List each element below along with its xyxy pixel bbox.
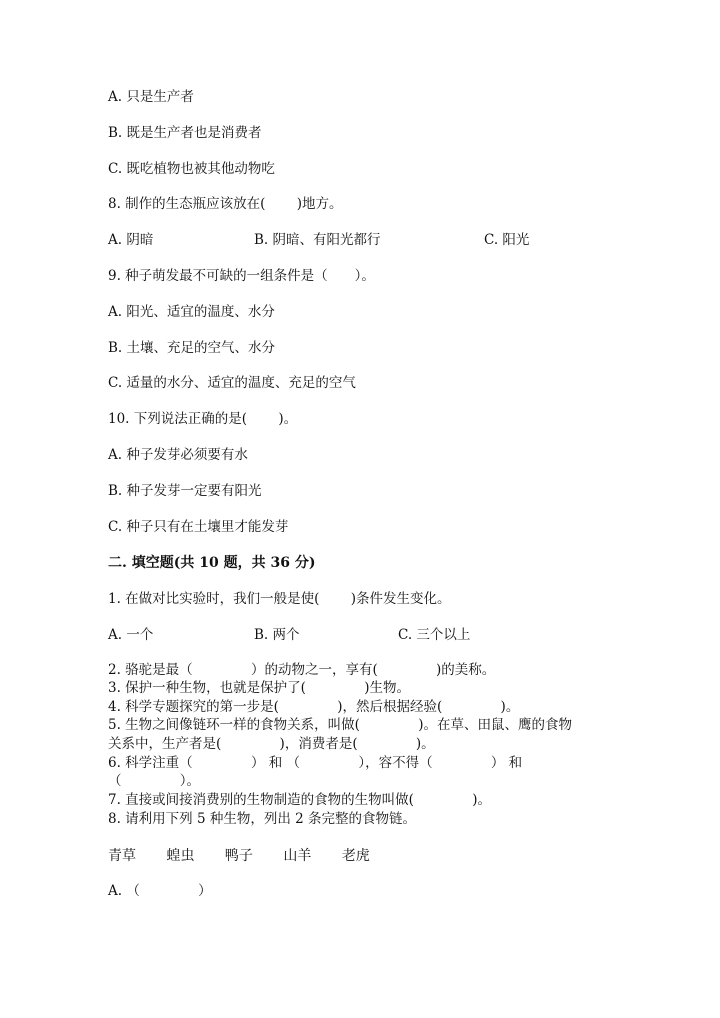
- q8-stem: 8. 制作的生态瓶应该放在( )地方。: [108, 196, 343, 212]
- q8-option-b: B. 阴暗、有阳光都行: [254, 232, 381, 248]
- q9-stem: 9. 种子萌发最不可缺的一组条件是（ ）。: [108, 268, 375, 284]
- fill-question-8: 8. 请利用下列 5 种生物，列出 2 条完整的食物链。: [108, 811, 417, 827]
- organism-item: 青草: [108, 848, 136, 864]
- f1-option-a: A. 一个: [108, 627, 154, 643]
- organism-list: [108, 847, 396, 865]
- q10-option-b: B. 种子发芽一定要有阳光: [108, 483, 262, 499]
- f1-option-b: B. 两个: [254, 627, 300, 643]
- q7-option-c: C. 既吃植物也被其他动物吃: [108, 161, 275, 177]
- section-2-heading: 二. 填空题(共 10 题，共 36 分): [108, 555, 316, 571]
- organism-item: 蝗虫: [166, 848, 195, 864]
- fill-question-6-line-1: 6. 科学注重（ ） 和 （ ），容不得（ ） 和: [108, 755, 523, 771]
- fill-question-3: 3. 保护一种生物，也就是保护了( )生物。: [108, 680, 410, 696]
- organism-item: 老虎: [341, 848, 370, 864]
- q9-option-c: C. 适量的水分、适宜的温度、充足的空气: [108, 375, 356, 391]
- q8-option-a: A. 阴暗: [108, 232, 154, 248]
- q9-option-b: B. 土壤、充足的空气、水分: [108, 340, 276, 356]
- organism-item: 鸭子: [224, 848, 253, 864]
- q7-option-a: A. 只是生产者: [108, 89, 194, 105]
- f1-stem: 1. 在做对比实验时，我们一般是使( )条件发生变化。: [108, 591, 451, 607]
- fill-question-2: 2. 骆驼是最（ ）的动物之一，享有( )的美称。: [108, 662, 496, 678]
- q7-option-b: B. 既是生产者也是消费者: [108, 125, 262, 141]
- fill-question-4: 4. 科学专题探究的第一步是( )，然后根据经验( )。: [108, 699, 520, 715]
- q10-stem: 10. 下列说法正确的是( )。: [108, 411, 298, 427]
- organism-item: 山羊: [283, 848, 312, 864]
- q8-option-c: C. 阳光: [484, 232, 530, 248]
- fill-question-5-line-2: 关系中，生产者是( )，消费者是( )。: [108, 736, 435, 752]
- fill-question-7: 7. 直接或间接消费别的生物制造的食物的生物叫做( )。: [108, 792, 491, 808]
- fill-question-5-line-1: 5. 生物之间像链环一样的食物关系，叫做( )。在草、田鼠、鹰的食物: [108, 717, 572, 733]
- q10-option-a: A. 种子发芽必须要有水: [108, 447, 248, 463]
- q10-option-c: C. 种子只有在土壤里才能发芽: [108, 519, 289, 535]
- fill-question-6-line-2: （ ）。: [108, 773, 201, 789]
- q9-option-a: A. 阳光、适宜的温度、水分: [108, 304, 275, 320]
- f1-option-c: C. 三个以上: [398, 627, 471, 643]
- food-chain-answer-a: A. （ ）: [108, 883, 212, 899]
